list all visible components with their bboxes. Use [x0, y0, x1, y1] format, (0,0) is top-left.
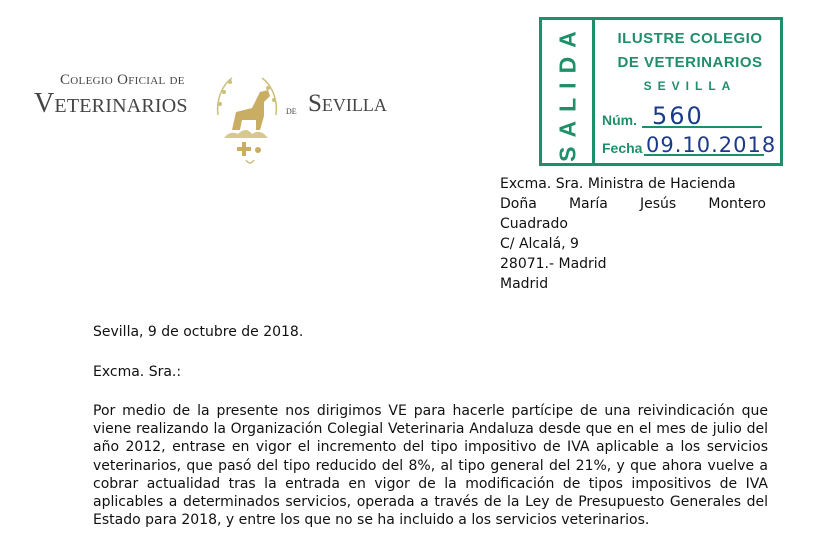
- exit-stamp: [539, 17, 783, 166]
- stamp-line3: SEVILLA: [643, 79, 737, 93]
- stamp-num-label: Núm.: [602, 112, 637, 128]
- stamp-date-value: 09.10.2018: [646, 133, 777, 157]
- stamp-line2: DE VETERINARIOS: [617, 54, 763, 71]
- stamp-num-value: 560: [652, 102, 704, 130]
- stamp-line1: ILUSTRE COLEGIO: [617, 30, 763, 47]
- stamp-date-label: Fecha: [602, 140, 643, 156]
- recipient-line2: Doña María Jesús Montero: [500, 196, 766, 212]
- recipient-line5: 28071.- Madrid: [500, 256, 607, 272]
- logo-line1: Colegio Oficial de: [60, 72, 185, 88]
- recipient-line6: Madrid: [500, 276, 549, 292]
- recipient-line1: Excma. Sra. Ministra de Hacienda: [500, 176, 736, 192]
- logo-line2: Veterinarios: [34, 88, 188, 119]
- recipient-address: [500, 174, 766, 294]
- stamp-side-panel: [542, 20, 595, 163]
- letter-date: Sevilla, 9 de octubre de 2018.: [93, 324, 304, 340]
- recipient-line3: Cuadrado: [500, 216, 568, 232]
- logo-de: de: [286, 103, 297, 117]
- recipient-line4: C/ Alcalá, 9: [500, 236, 579, 252]
- letter-paragraph: Por medio de la presente nos dirigimos VE para hacerle partícipe de una reivindicación que viene realizando la Organización Colegial Veterinaria Andaluza desde que en el mes de julio del año 2012, entrase en vigor el incremento del tipo impositivo de IVA aplicable a los servicios veterinarios, que pasó del tipo reducido del 8%, al tipo general del 21%, y que ahora vuelve a cobrar actualidad tras la entrada en vigor de la modificación de tipos impositivos de IVA aplicables a determinados servicios, operada a través de la Ley de Presupuesto Generales del Estado para 2018, y entre los que no se ha incluido a los servicios veterinarios.: [93, 403, 768, 529]
- letter-greeting: Excma. Sra.:: [93, 364, 182, 380]
- stamp-vertical-label: SALIDA: [554, 22, 581, 162]
- horse-emblem-icon: [202, 60, 292, 170]
- college-logo: [34, 60, 414, 170]
- logo-city: Sevilla: [308, 90, 387, 117]
